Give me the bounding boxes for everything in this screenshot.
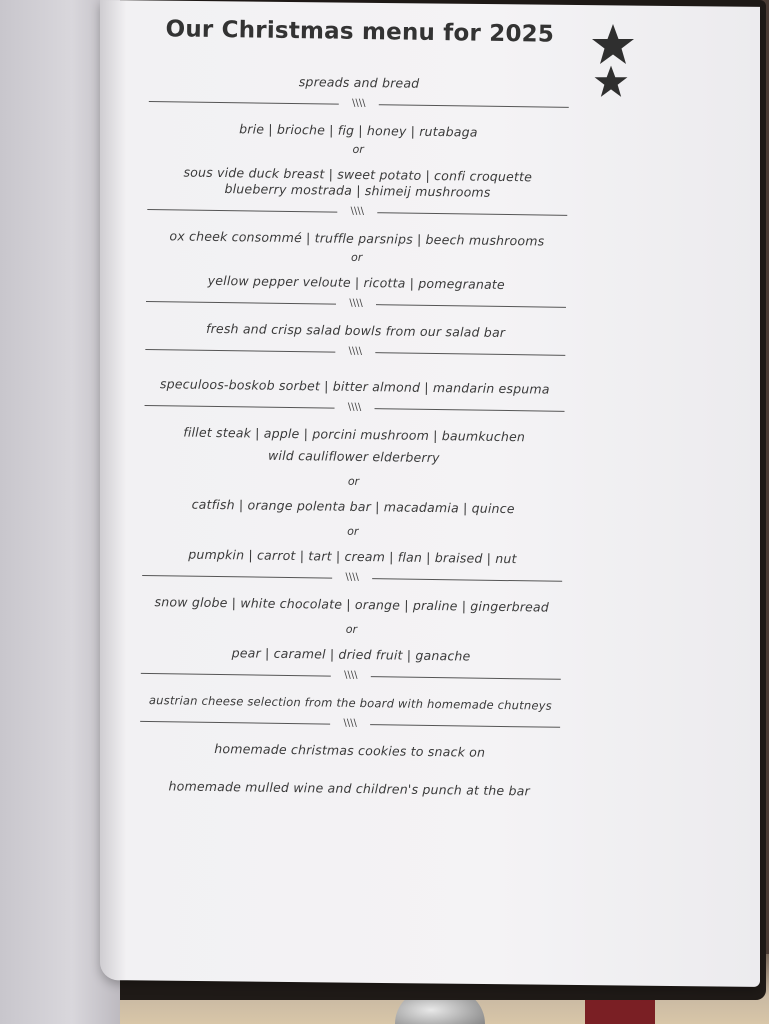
menu-line: snow globe | white chocolate | orange | praline | gingerbread xyxy=(154,594,550,615)
separator-ornament: \\\\ xyxy=(348,345,363,357)
menu-line: fillet steak | apple | porcini mushroom | baumkuchen xyxy=(183,424,526,445)
separator-ornament: \\\\ xyxy=(343,669,358,681)
or-label: or xyxy=(352,142,364,156)
separator-ornament: \\\\ xyxy=(351,97,366,110)
separator xyxy=(140,714,560,734)
menu-line: ox cheek consommé | truffle parsnips | beech mushrooms xyxy=(169,228,545,249)
menu-line: homemade mulled wine and children's punch at the bar xyxy=(168,778,530,799)
menu-title: Our Christmas menu for 2025 xyxy=(165,16,555,48)
separator xyxy=(144,398,564,418)
menu-line: austrian cheese selection from the board with homemade chutneys xyxy=(148,693,552,713)
star-icon xyxy=(591,64,631,100)
menu-line: catfish | orange polenta bar | macadamia | quince xyxy=(191,496,515,517)
separator xyxy=(141,666,561,686)
menu-line: sous vide duck breast | sweet potato | confi croquette xyxy=(183,164,533,185)
separator-ornament: \\\\ xyxy=(345,571,359,583)
menu-line: brie | brioche | fig | honey | rutabaga xyxy=(239,121,478,140)
menu-line: homemade christmas cookies to snack on xyxy=(214,740,486,760)
separator xyxy=(142,568,562,588)
menu-line: fresh and crisp salad bowls from our salad bar xyxy=(205,320,506,340)
separator xyxy=(145,342,565,362)
separator-ornament: \\\\ xyxy=(347,401,362,413)
menu-line: pumpkin | carrot | tart | cream | flan | braised | nut xyxy=(188,546,517,567)
separator-ornament: \\\\ xyxy=(350,205,365,218)
menu-line: yellow pepper veloute | ricotta | pomegranate xyxy=(207,272,505,292)
separator xyxy=(147,202,567,222)
menu-line: pear | caramel | dried fruit | ganache xyxy=(231,645,471,664)
or-label: or xyxy=(347,524,359,538)
menu-line: blueberry mostrada | shimeij mushrooms xyxy=(224,181,491,200)
star-icon xyxy=(589,22,637,68)
stars-decoration xyxy=(589,22,637,100)
menu-line: spreads and bread xyxy=(298,74,420,91)
separator-ornament: \\\\ xyxy=(349,297,363,309)
menu-line: wild cauliflower elderberry xyxy=(267,447,440,466)
or-label: or xyxy=(347,474,360,488)
separator-ornament: \\\\ xyxy=(343,717,357,729)
or-label: or xyxy=(345,622,358,636)
menu-line: speculoos-boskob sorbet | bitter almond | mandarin espuma xyxy=(159,376,550,397)
separator xyxy=(149,94,569,114)
or-label: or xyxy=(350,250,363,264)
menu-content xyxy=(139,16,570,800)
separator xyxy=(146,294,566,314)
